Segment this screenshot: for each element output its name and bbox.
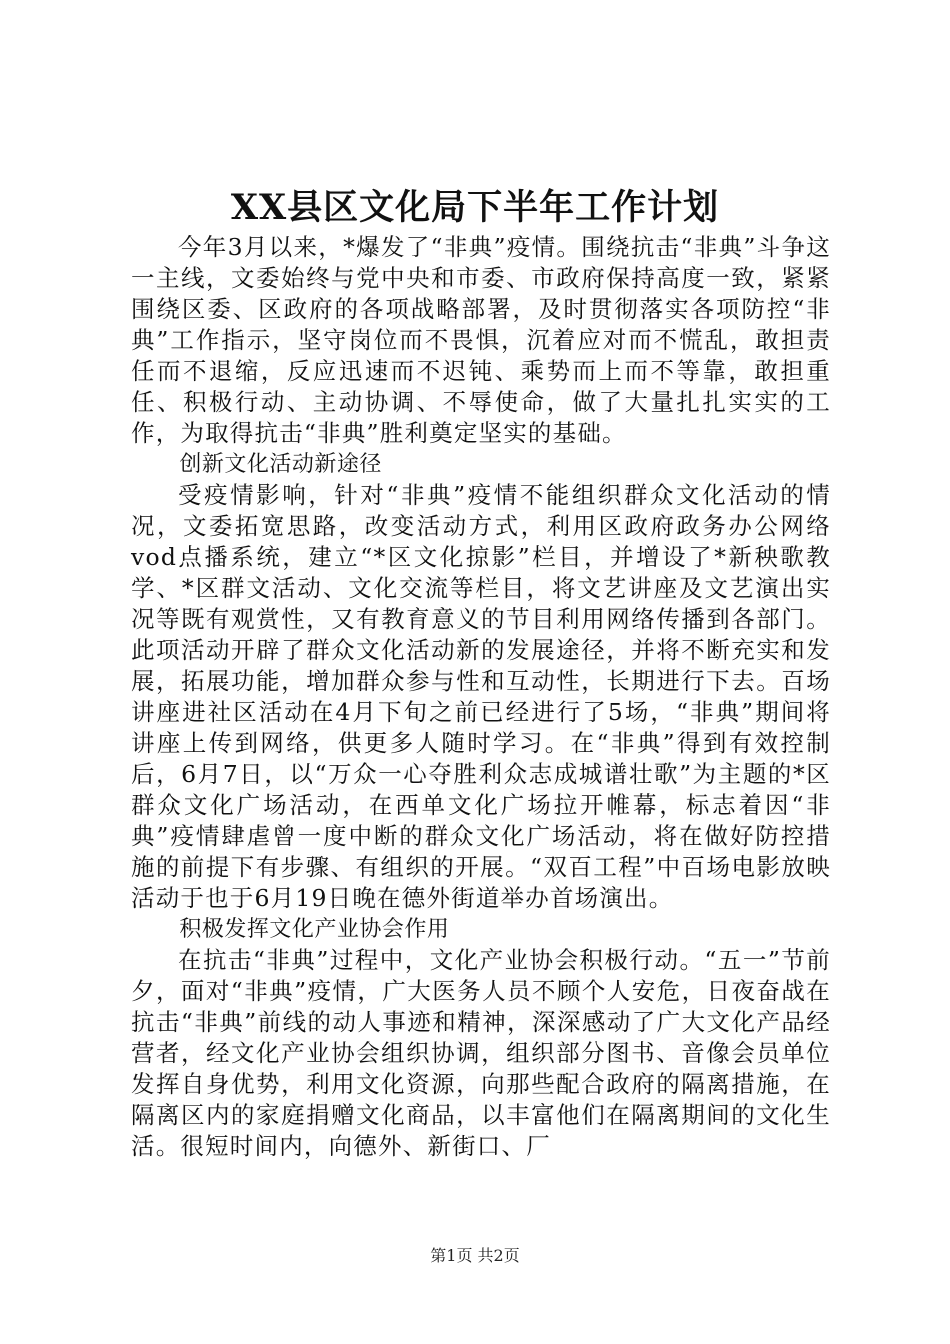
intro-paragraph: 今年3月以来，*爆发了“非典”疫情。围绕抗击“非典”斗争这一主线，文委始终与党中央和市委、市政府保持高度一致，紧紧围绕区委、区政府的各项战略部署，及时贯彻落实各项防控“非典”工作指示，坚守岗位而不畏惧，沉着应对而不慌乱，敢担责任而不退缩，反应迅速而不迟钝、乘势而上而不等靠，敢担重任、积极行动、主动协调、不辱使命，做了大量扎扎实实的工作，为取得抗击“非典”胜利奠定坚实的基础。 xyxy=(131,233,831,447)
page-title: XX县区文化局下半年工作计划 xyxy=(230,187,720,228)
section-heading-innovation: 创新文化活动新途径 xyxy=(179,452,382,477)
section-paragraph-industry-association: 在抗击“非典”过程中，文化产业协会积极行动。“五一”节前夕，面对“非典”疫情，广大医务人员不顾个人安危，日夜奋战在抗击“非典”前线的动人事迹和精神，深深感动了广大文化产品经营者，经文化产业协会组织协调，组织部分图书、音像会员单位发挥自身优势，利用文化资源，向那些配合政府的隔离措施，在隔离区内的家庭捐赠文化商品，以丰富他们在隔离期间的文化生活。很短时间内，向德外、新街口、厂 xyxy=(131,946,831,1160)
page-footer: 第1页 共2页 xyxy=(430,1246,520,1265)
document-body xyxy=(131,232,831,1162)
section-paragraph-innovation: 受疫情影响，针对“非典”疫情不能组织群众文化活动的情况，文委拓宽思路，改变活动方式，利用区政府政务办公网络vod点播系统，建立“*区文化掠影”栏目，并增设了*新秧歌教学、*区群文活动、文化交流等栏目，将文艺讲座及文艺演出实况等既有观赏性，又有教育意义的节目利用网络传播到各部门。此项活动开辟了群众文化活动新的发展途径，并将不断充实和发展，拓展功能，增加群众参与性和互动性，长期进行下去。百场讲座进社区活动在4月下旬之前已经进行了5场，“非典”期间将讲座上传到网络，供更多人随时学习。在“非典”得到有效控制后，6月7日，以“万众一心夺胜利众志成城谱壮歌”为主题的*区群众文化广场活动，在西单文化广场拉开帷幕，标志着因“非典”疫情肆虐曾一度中断的群众文化广场活动，将在做好防控措施的前提下有步骤、有组织的开展。“双百工程”中百场电影放映活动于也于6月19日晚在德外街道举办首场演出。 xyxy=(131,481,831,912)
section-heading-industry-association: 积极发挥文化产业协会作用 xyxy=(179,917,450,942)
